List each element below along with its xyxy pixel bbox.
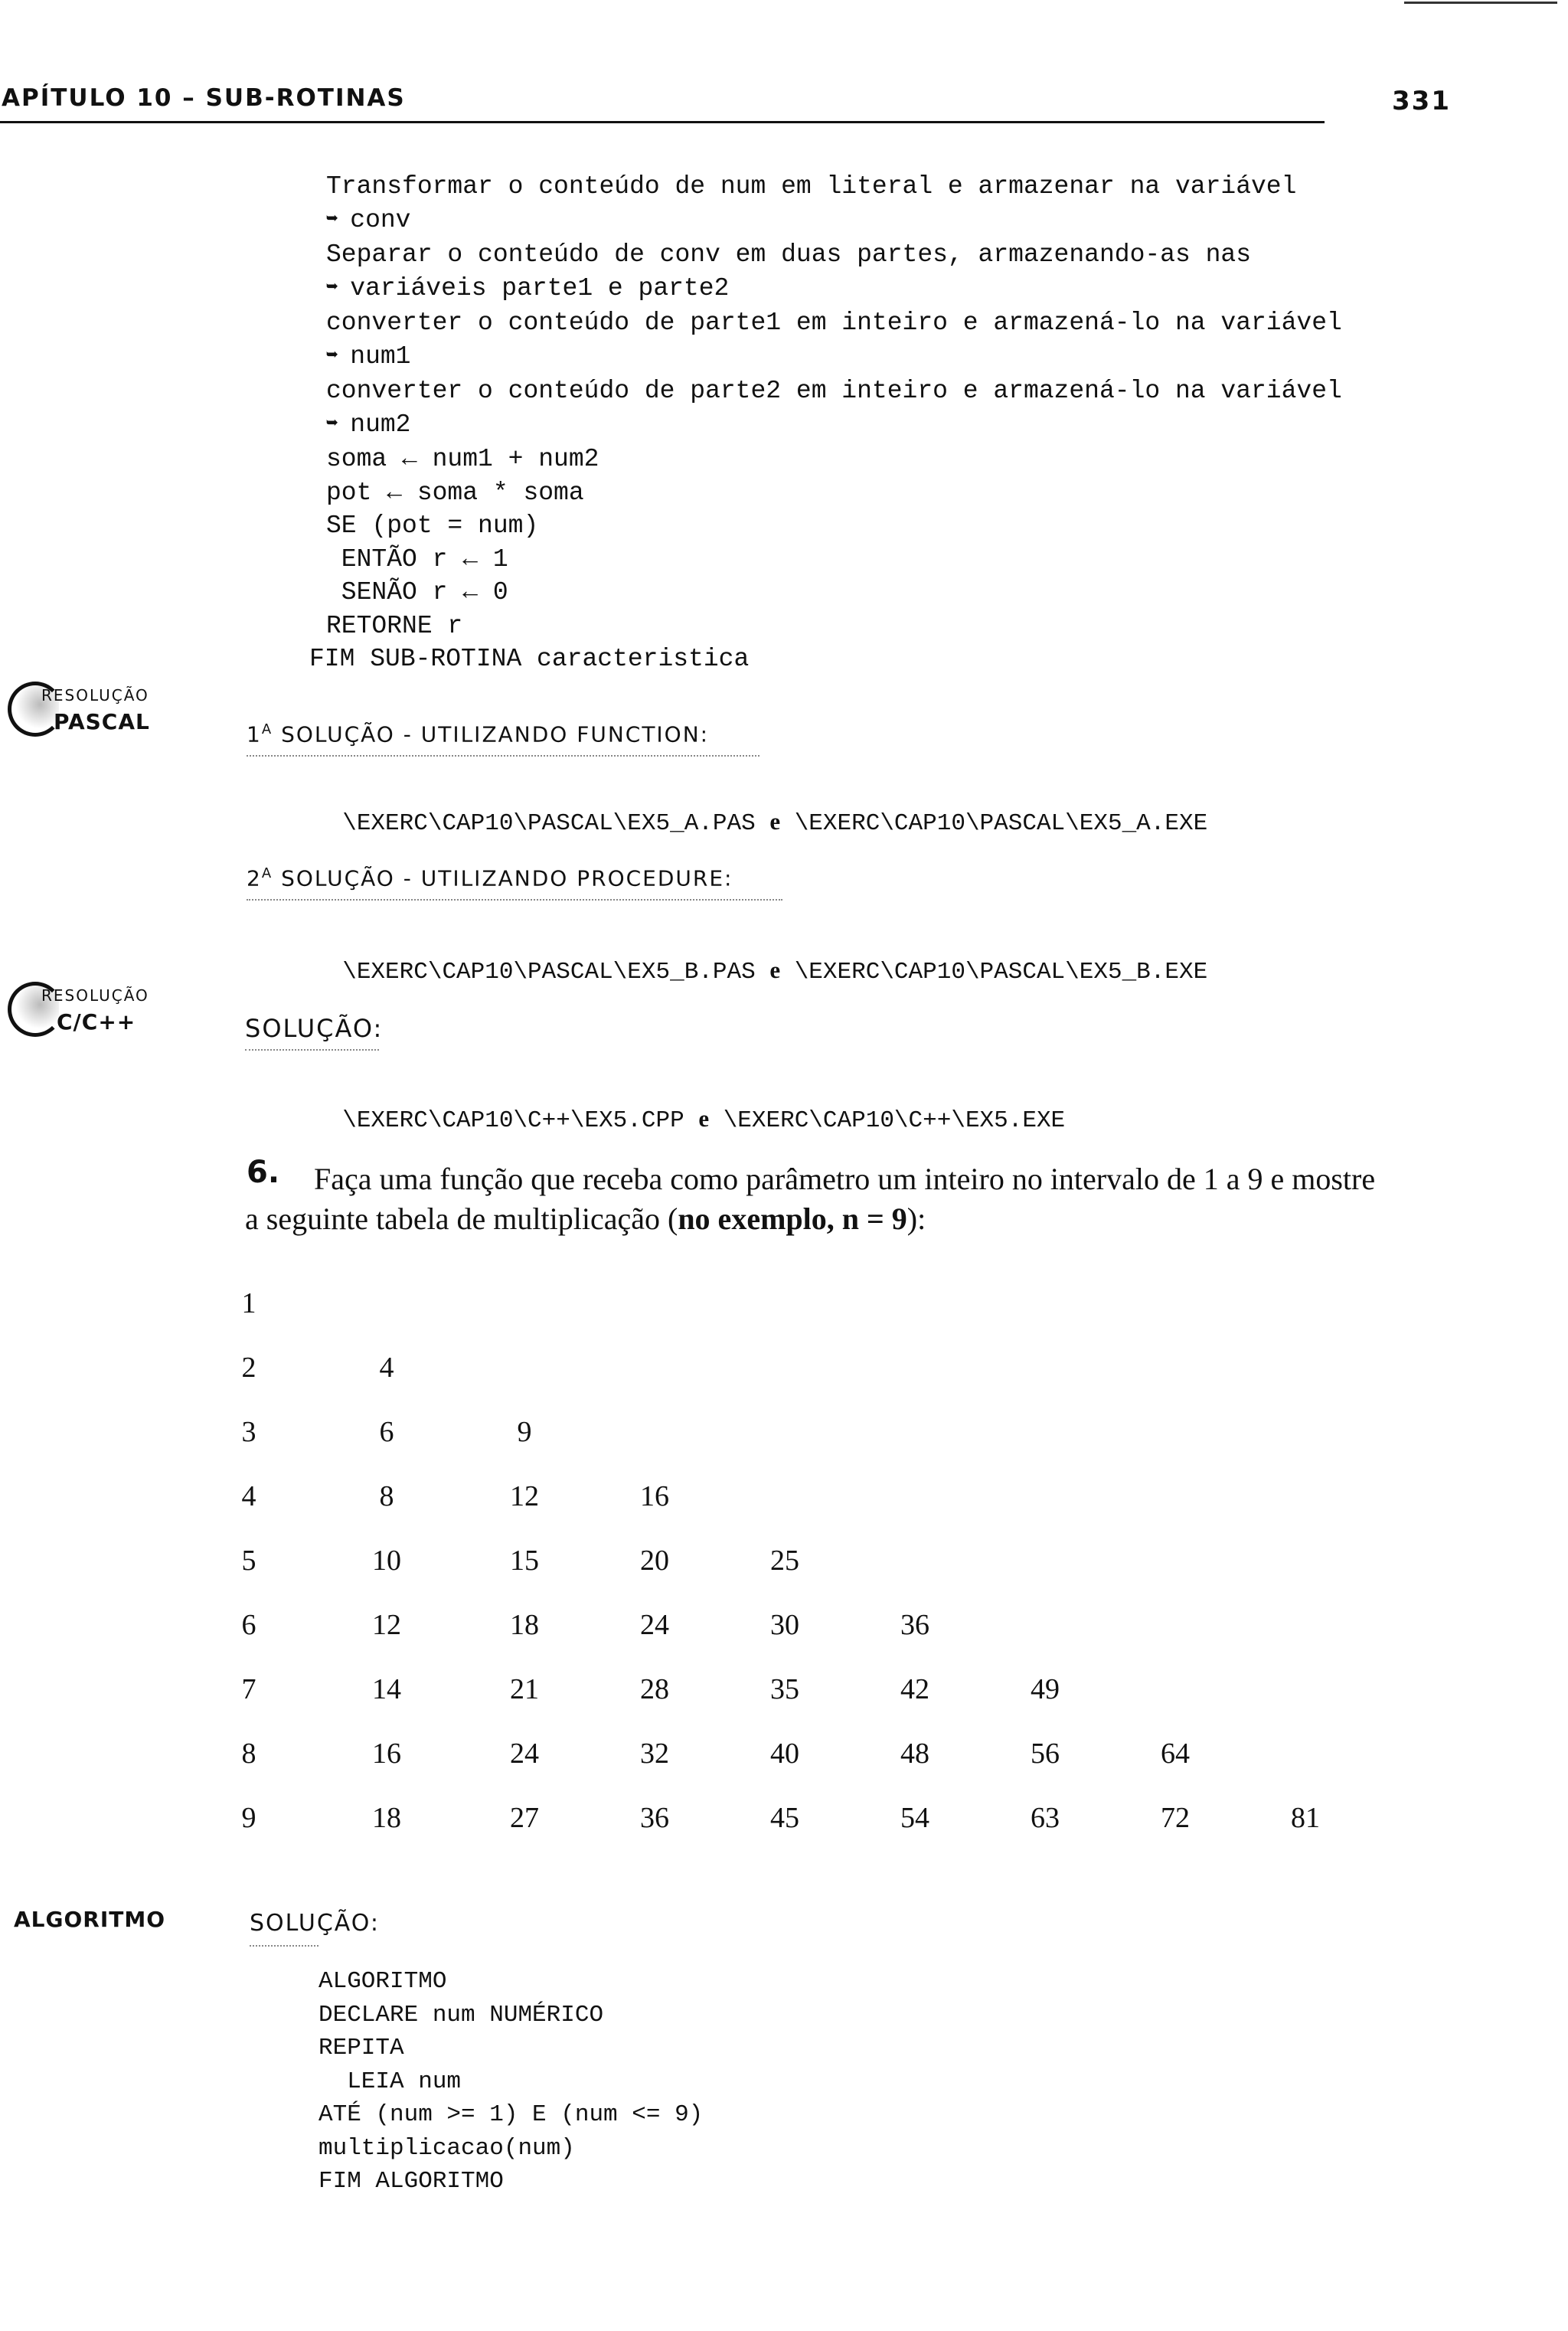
pascal-solution-2-heading bbox=[247, 865, 733, 891]
table-cell: 8 bbox=[379, 1480, 394, 1512]
code-line-text: FIM SUB-ROTINA caracteristica bbox=[309, 645, 750, 673]
table-cell: 6 bbox=[241, 1609, 256, 1641]
table-cell: 10 bbox=[372, 1545, 401, 1577]
code-line-text: num1 bbox=[350, 342, 411, 371]
table-cell: 12 bbox=[510, 1480, 539, 1512]
path-exe: \EXERC\CAP10\PASCAL\EX5_B.EXE bbox=[794, 959, 1208, 986]
algorithm-code bbox=[318, 1965, 703, 2199]
pascal-solution-1-heading bbox=[247, 721, 709, 747]
table-cell: 54 bbox=[900, 1802, 929, 1834]
sol1-label: SOLUÇÃO - UTILIZANDO FUNCTION: bbox=[281, 721, 710, 747]
dotted-rule bbox=[247, 755, 760, 757]
path-pas: \EXERC\CAP10\PASCAL\EX5_B.PAS bbox=[342, 959, 756, 986]
code-line bbox=[326, 374, 1342, 408]
continuation-arrow-icon: ➥ bbox=[326, 344, 351, 368]
cpp-badge-big: C/C++ bbox=[57, 1009, 136, 1035]
path-exe: \EXERC\CAP10\PASCAL\EX5_A.EXE bbox=[794, 810, 1208, 837]
table-cell: 32 bbox=[640, 1738, 669, 1770]
table-cell: 27 bbox=[510, 1802, 539, 1834]
chapter-header: APÍTULO 10 – SUB-ROTINAS bbox=[2, 84, 406, 112]
algorithm-line: multiplicacao(num) bbox=[318, 2134, 575, 2162]
algorithm-line: FIM ALGORITMO bbox=[318, 2168, 504, 2195]
code-line bbox=[326, 306, 1342, 340]
table-cell: 35 bbox=[770, 1673, 799, 1705]
code-line-text: soma ← num1 + num2 bbox=[326, 445, 599, 473]
table-cell: 7 bbox=[241, 1673, 256, 1705]
pascal-solution-2-paths bbox=[314, 930, 1207, 986]
code-line-text: RETORNE r bbox=[326, 611, 463, 640]
table-cell: 45 bbox=[770, 1802, 799, 1834]
code-line bbox=[326, 443, 1342, 476]
code-line bbox=[326, 170, 1342, 204]
code-line bbox=[326, 340, 1342, 375]
table-cell: 25 bbox=[770, 1545, 799, 1577]
sol2-number: 2 bbox=[247, 865, 262, 891]
code-line-text: converter o conteúdo de parte2 em inteiro e armazená-lo na variável bbox=[326, 377, 1342, 405]
top-right-rule bbox=[1404, 2, 1557, 4]
table-cell: 48 bbox=[900, 1738, 929, 1770]
code-line bbox=[326, 509, 1342, 543]
code-line-text: SENÃO r ← 0 bbox=[326, 578, 508, 606]
exercise-text-line1: Faça uma função que receba como parâmetro um inteiro no intervalo de 1 a 9 e mostre bbox=[314, 1162, 1376, 1196]
table-cell: 36 bbox=[640, 1802, 669, 1834]
table-cell: 8 bbox=[241, 1738, 256, 1770]
code-line bbox=[326, 476, 1342, 510]
path-join: e bbox=[769, 808, 781, 835]
code-line-text: variáveis parte1 e parte2 bbox=[350, 273, 730, 302]
table-row bbox=[237, 1737, 1355, 1775]
table-cell: 4 bbox=[379, 1352, 394, 1384]
table-cell: 42 bbox=[900, 1673, 929, 1705]
sol1-sup: A bbox=[261, 721, 273, 737]
exercise-text-bold: no exemplo, n = 9 bbox=[678, 1201, 907, 1236]
table-cell: 24 bbox=[510, 1738, 539, 1770]
code-line bbox=[326, 610, 1342, 643]
table-row bbox=[237, 1672, 1355, 1711]
exercise-text-post: ): bbox=[906, 1201, 926, 1236]
algorithm-badge: ALGORITMO bbox=[14, 1907, 166, 1932]
dotted-rule bbox=[245, 1049, 379, 1051]
code-line-text: num2 bbox=[350, 410, 411, 439]
cpp-solution-paths bbox=[314, 1078, 1065, 1134]
pascal-solution-1-paths bbox=[314, 781, 1207, 837]
path-pas: \EXERC\CAP10\PASCAL\EX5_A.PAS bbox=[342, 810, 756, 837]
pseudocode-block bbox=[309, 170, 1342, 676]
code-line bbox=[309, 642, 1342, 676]
table-cell: 9 bbox=[517, 1416, 532, 1448]
table-cell: 20 bbox=[640, 1545, 669, 1577]
table-cell: 4 bbox=[241, 1480, 256, 1512]
table-row bbox=[237, 1608, 1355, 1646]
table-cell: 24 bbox=[640, 1609, 669, 1641]
code-line-text: ENTÃO r ← 1 bbox=[326, 544, 508, 574]
table-cell: 18 bbox=[372, 1802, 401, 1834]
table-row bbox=[237, 1286, 1355, 1325]
table-cell: 18 bbox=[510, 1609, 539, 1641]
table-cell: 30 bbox=[770, 1609, 799, 1641]
algorithm-line: LEIA num bbox=[318, 2068, 462, 2095]
code-line-text: converter o conteúdo de parte1 em inteiro e armazená-lo na variável bbox=[326, 309, 1342, 337]
continuation-arrow-icon: ➥ bbox=[326, 276, 351, 299]
table-cell: 16 bbox=[372, 1738, 401, 1770]
code-line-text: conv bbox=[350, 205, 411, 234]
algorithm-line: ATÉ (num >= 1) E (num <= 9) bbox=[318, 2101, 704, 2128]
cpp-solution-heading: SOLUÇÃO: bbox=[245, 1014, 384, 1043]
header-rule bbox=[0, 121, 1325, 123]
table-row bbox=[237, 1801, 1355, 1839]
table-cell: 36 bbox=[900, 1609, 929, 1641]
path-exe: \EXERC\CAP10\C++\EX5.EXE bbox=[723, 1107, 1066, 1134]
table-row bbox=[237, 1415, 1355, 1453]
sol2-label: SOLUÇÃO - UTILIZANDO PROCEDURE: bbox=[281, 865, 733, 891]
algorithm-line: DECLARE num NUMÉRICO bbox=[318, 2001, 604, 2029]
table-cell: 14 bbox=[372, 1673, 401, 1705]
table-cell: 63 bbox=[1031, 1802, 1060, 1834]
algorithm-solution-heading: SOLUÇÃO: bbox=[250, 1910, 380, 1937]
pascal-badge-small: RESOLUÇÃO bbox=[41, 686, 149, 705]
path-join: e bbox=[769, 956, 781, 983]
code-line bbox=[326, 576, 1342, 610]
dotted-rule bbox=[250, 1945, 318, 1947]
exercise-number: 6. bbox=[247, 1155, 280, 1190]
code-line-text: pot ← soma * soma bbox=[326, 478, 584, 507]
table-cell: 15 bbox=[510, 1545, 539, 1577]
table-cell: 2 bbox=[241, 1352, 256, 1384]
table-row bbox=[237, 1351, 1355, 1389]
code-line bbox=[326, 272, 1342, 307]
table-cell: 64 bbox=[1161, 1738, 1190, 1770]
code-line bbox=[326, 238, 1342, 272]
code-line bbox=[326, 408, 1342, 443]
table-cell: 3 bbox=[241, 1416, 256, 1448]
dotted-rule bbox=[247, 899, 782, 901]
table-cell: 40 bbox=[770, 1738, 799, 1770]
table-row bbox=[237, 1479, 1355, 1518]
table-cell: 12 bbox=[372, 1609, 401, 1641]
algorithm-line: ALGORITMO bbox=[318, 1968, 447, 1995]
exercise-text-line2 bbox=[245, 1201, 926, 1237]
table-cell: 6 bbox=[379, 1416, 394, 1448]
table-cell: 49 bbox=[1031, 1673, 1060, 1705]
code-line-text: Transformar o conteúdo de num em literal e armazenar na variável bbox=[326, 172, 1297, 201]
continuation-arrow-icon: ➥ bbox=[326, 208, 351, 231]
sol2-sup: A bbox=[261, 865, 273, 881]
table-row bbox=[237, 1544, 1355, 1582]
continuation-arrow-icon: ➥ bbox=[326, 412, 351, 436]
table-cell: 9 bbox=[241, 1802, 256, 1834]
code-line bbox=[326, 204, 1342, 239]
table-cell: 72 bbox=[1161, 1802, 1190, 1834]
table-cell: 56 bbox=[1031, 1738, 1060, 1770]
table-cell: 16 bbox=[640, 1480, 669, 1512]
path-cpp: \EXERC\CAP10\C++\EX5.CPP bbox=[342, 1107, 684, 1134]
table-cell: 21 bbox=[510, 1673, 539, 1705]
code-line-text: SE (pot = num) bbox=[326, 512, 539, 540]
exercise-text-pre: a seguinte tabela de multiplicação ( bbox=[245, 1201, 678, 1236]
page-number: 331 bbox=[1392, 86, 1451, 116]
pascal-badge-big: PASCAL bbox=[54, 709, 150, 734]
code-line bbox=[326, 543, 1342, 577]
table-cell: 5 bbox=[241, 1545, 256, 1577]
code-line-text: Separar o conteúdo de conv em duas partes, armazenando-as nas bbox=[326, 240, 1251, 269]
table-cell: 1 bbox=[241, 1287, 256, 1319]
cpp-badge-small: RESOLUÇÃO bbox=[41, 986, 149, 1005]
table-cell: 28 bbox=[640, 1673, 669, 1705]
sol1-number: 1 bbox=[247, 721, 262, 747]
table-cell: 81 bbox=[1291, 1802, 1320, 1834]
algorithm-line: REPITA bbox=[318, 2035, 404, 2061]
path-join: e bbox=[698, 1105, 710, 1132]
